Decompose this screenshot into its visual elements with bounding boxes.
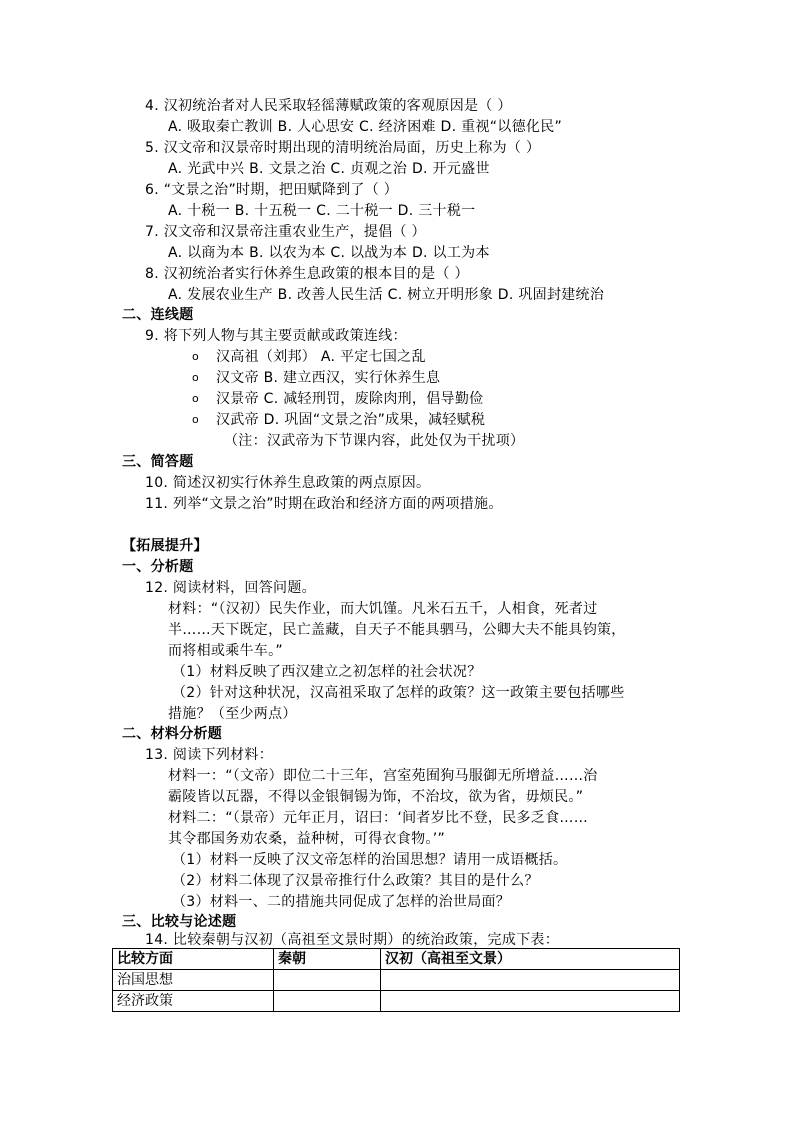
q9-item: 汉文帝 B. 建立西汉，实行休养生息 [216,370,441,386]
q12-subquestion: （2）针对这种状况，汉高祖采取了怎样的政策？这一政策主要包括哪些 [172,685,625,701]
q8-stem: 8. 汉初统治者实行休养生息政策的根本目的是（ ） [145,266,469,282]
q9-item: 汉景帝 C. 减轻刑罚，废除肉刑，倡导勤俭 [216,391,484,407]
table-cell: 经济政策 [113,991,274,1012]
q13-subquestion: （3）材料一、二的措施共同促成了怎样的治世局面？ [172,894,511,910]
q13-material-line: 材料二：“（景帝）元年正月，诏曰：‘间者岁比不登，民多乏食…… [168,810,589,826]
section-heading-matching: 二、连线题 [122,307,194,323]
q13-material-line: 其令郡国务劝农桑，益种树，可得衣食物。’” [168,831,446,847]
q5-stem: 5. 汉文帝和汉景帝时期出现的清明统治局面，历史上称为（ ） [145,140,541,156]
q14-stem: 14. 比较秦朝与汉初（高祖至文景时期）的统治政策，完成下表： [145,932,560,948]
bullet-icon: o [192,350,199,363]
table-row [113,991,680,1012]
q9-item: 汉武帝 D. 巩固“文景之治”成果，减轻赋税 [216,412,486,428]
q9-item: 汉高祖（刘邦） A. 平定七国之乱 [216,349,426,365]
table-cell [381,991,680,1012]
q13-subquestion: （2）材料二体现了汉景帝推行什么政策？其目的是什么？ [172,873,539,889]
q6-options: A. 十税一 B. 十五税一 C. 二十税一 D. 三十税一 [168,203,476,219]
q13-stem: 13. 阅读下列材料： [145,747,274,763]
q4-options: A. 吸取秦亡教训 B. 人心思安 C. 经济困难 D. 重视“以德化民” [168,119,563,135]
q7-stem: 7. 汉文帝和汉景帝注重农业生产，提倡（ ） [145,224,426,240]
section-heading-short-answer: 三、简答题 [122,454,194,470]
q10-stem: 10. 简述汉初实行休养生息政策的两点原因。 [145,475,431,491]
q13-material-line: 霸陵皆以瓦器，不得以金银铜锡为饰，不治坟，欲为省，毋烦民。” [168,789,584,805]
q13-material-line: 材料一：“（文帝）即位二十三年，宫室苑囿狗马服御无所增益……治 [168,768,598,784]
table-header-cell: 汉初（高祖至文景） [381,949,680,970]
q13-subquestion: （1）材料一反映了汉文帝怎样的治国思想？请用一成语概括。 [172,852,568,868]
bullet-icon: o [192,413,199,426]
table-header-cell: 比较方面 [113,949,274,970]
q4-stem: 4. 汉初统治者对人民采取轻徭薄赋政策的客观原因是（ ） [145,98,512,114]
table-header-row [113,949,680,970]
q9-note: （注：汉武帝为下节课内容，此处仅为干扰项） [224,433,525,449]
table-cell [274,991,381,1012]
table-cell [274,970,381,991]
table-cell [381,970,680,991]
extension-title: 【拓展提升】 [122,538,208,554]
table-cell: 治国思想 [113,970,274,991]
q5-options: A. 光武中兴 B. 文景之治 C. 贞观之治 D. 开元盛世 [168,161,490,177]
bullet-icon: o [192,371,199,384]
q7-options: A. 以商为本 B. 以农为本 C. 以战为本 D. 以工为本 [168,245,490,261]
section-heading-analysis: 一、分析题 [122,559,194,575]
bullet-icon: o [192,392,199,405]
q11-stem: 11. 列举“文景之治”时期在政治和经济方面的两项措施。 [145,496,503,512]
q12-stem: 12. 阅读材料，回答问题。 [145,580,316,596]
q12-subquestion: 措施？（至少两点） [168,706,297,722]
q12-material-line: 材料：“（汉初）民失作业，而大饥馑。凡米石五千，人相食，死者过 [168,601,598,617]
q9-stem: 9. 将下列人物与其主要贡献或政策连线： [145,328,407,344]
q12-material-line: 而将相或乘牛车。” [168,643,283,659]
table-header-cell: 秦朝 [274,949,381,970]
q12-material-line: 半……天下既定，民亡盖藏，自天子不能具驷马，公卿大夫不能具钧策， [168,622,626,638]
comparison-table [112,948,680,1012]
q12-subquestion: （1）材料反映了西汉建立之初怎样的社会状况？ [172,664,482,680]
section-heading-comparison: 三、比较与论述题 [122,914,237,930]
q6-stem: 6. “文景之治”时期，把田赋降到了（ ） [145,182,399,198]
q8-options: A. 发展农业生产 B. 改善人民生活 C. 树立开明形象 D. 巩固封建统治 [168,287,605,303]
section-heading-material-analysis: 二、材料分析题 [122,726,223,742]
table-row [113,970,680,991]
